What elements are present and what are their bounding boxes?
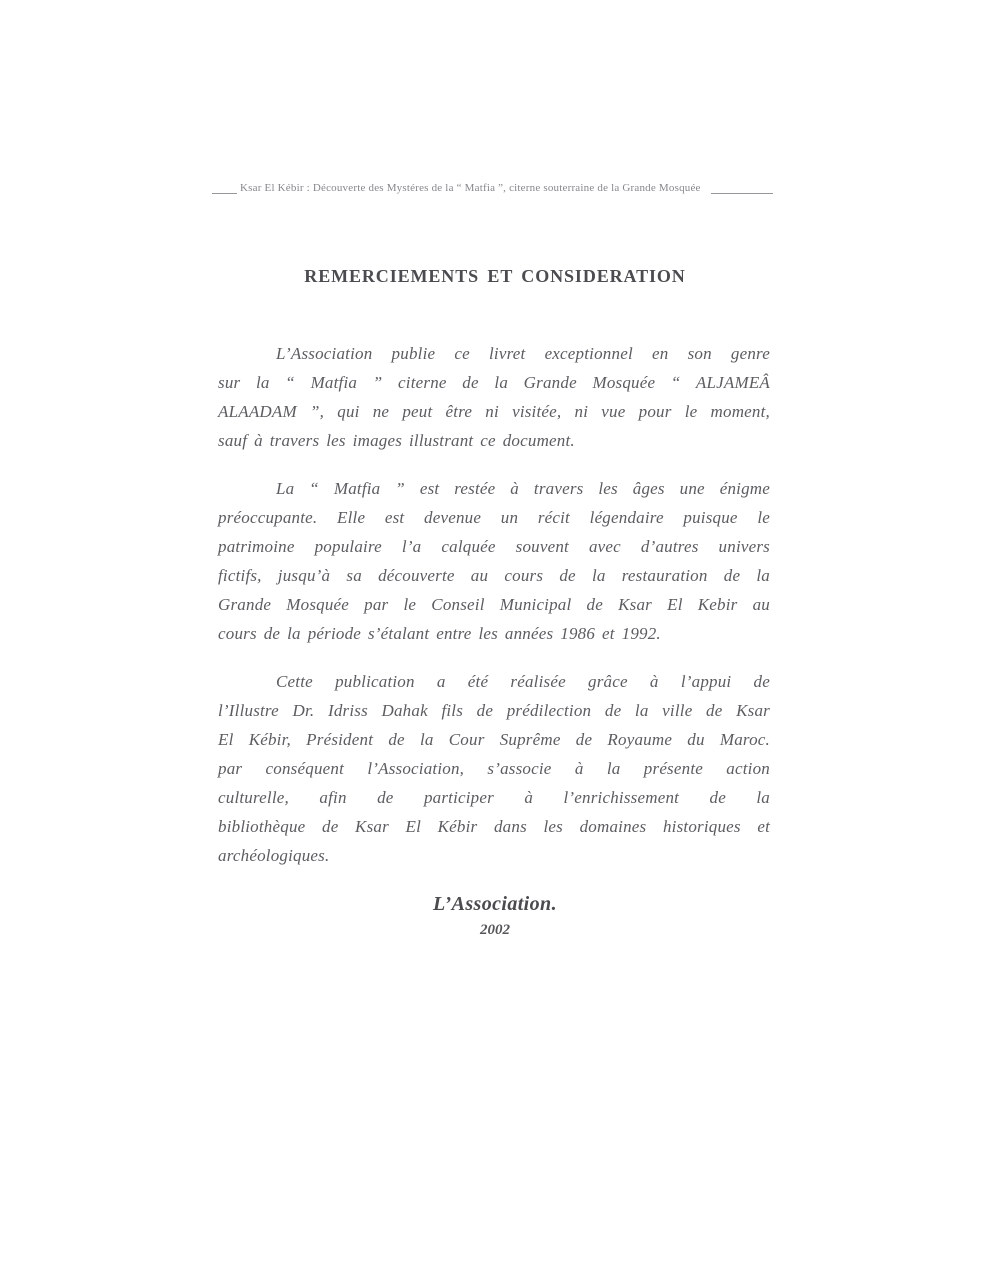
paragraph-line: La “ Matfia ” est restée à travers les âges une énigme: [276, 479, 770, 498]
paragraph-line: El Kébir, Président de la Cour Suprême de Royaume du Maroc.: [218, 730, 770, 749]
page-title: REMERCIEMENTS ET CONSIDERATION: [304, 266, 686, 286]
paragraph-line: l’Illustre Dr. Idriss Dahak fils de prédilection de la ville de Ksar: [218, 701, 770, 720]
paragraph-line: archéologiques.: [218, 846, 330, 865]
paragraph: [218, 339, 770, 455]
paragraph-line: fictifs, jusqu’à sa découverte au cours de la restauration de la: [218, 566, 770, 585]
paragraph-line: cours de la période s’étalant entre les années 1986 et 1992.: [218, 624, 661, 643]
running-header: [212, 181, 773, 194]
paragraph-line: Grande Mosquée par le Conseil Municipal de Ksar El Kebir au: [218, 595, 770, 614]
paragraph-line: L’Association publie ce livret exceptionnel en son genre: [276, 344, 770, 363]
paragraph-line: préoccupante. Elle est devenue un récit légendaire puisque le: [218, 508, 770, 527]
paragraph-line: bibliothèque de Ksar El Kébir dans les domaines historiques et: [218, 817, 770, 836]
header-trailing-rule: [711, 181, 773, 194]
paragraph-line: Cette publication a été réalisée grâce à l’appui de: [276, 672, 770, 691]
body-paragraphs: [218, 339, 770, 870]
paragraph: [218, 474, 770, 648]
paragraph-line: par conséquent l’Association, s’associe à la présente action: [218, 759, 770, 778]
paragraph-line: ALAADAM ”, qui ne peut être ni visitée, ni vue pour le moment,: [218, 402, 770, 421]
paragraph-line: sauf à travers les images illustrant ce document.: [218, 431, 575, 450]
paragraph-line: culturelle, afin de participer à l’enrichissement de la: [218, 788, 770, 807]
paragraph: [218, 667, 770, 870]
running-header-text: Ksar El Kébir : Découverte des Mystéres de la “ Matfia ”, citerne souterraine de la Grande Mosquée: [240, 182, 701, 194]
paragraph-line: sur la “ Matfia ” citerne de la Grande Mosquée “ ALJAMEÂ: [218, 373, 770, 392]
signature-year: 2002: [480, 922, 510, 938]
paragraph-line: patrimoine populaire l’a calquée souvent avec d’autres univers: [218, 537, 770, 556]
signature-line: L’Association.: [433, 893, 557, 915]
header-leading-rule: [212, 181, 237, 194]
